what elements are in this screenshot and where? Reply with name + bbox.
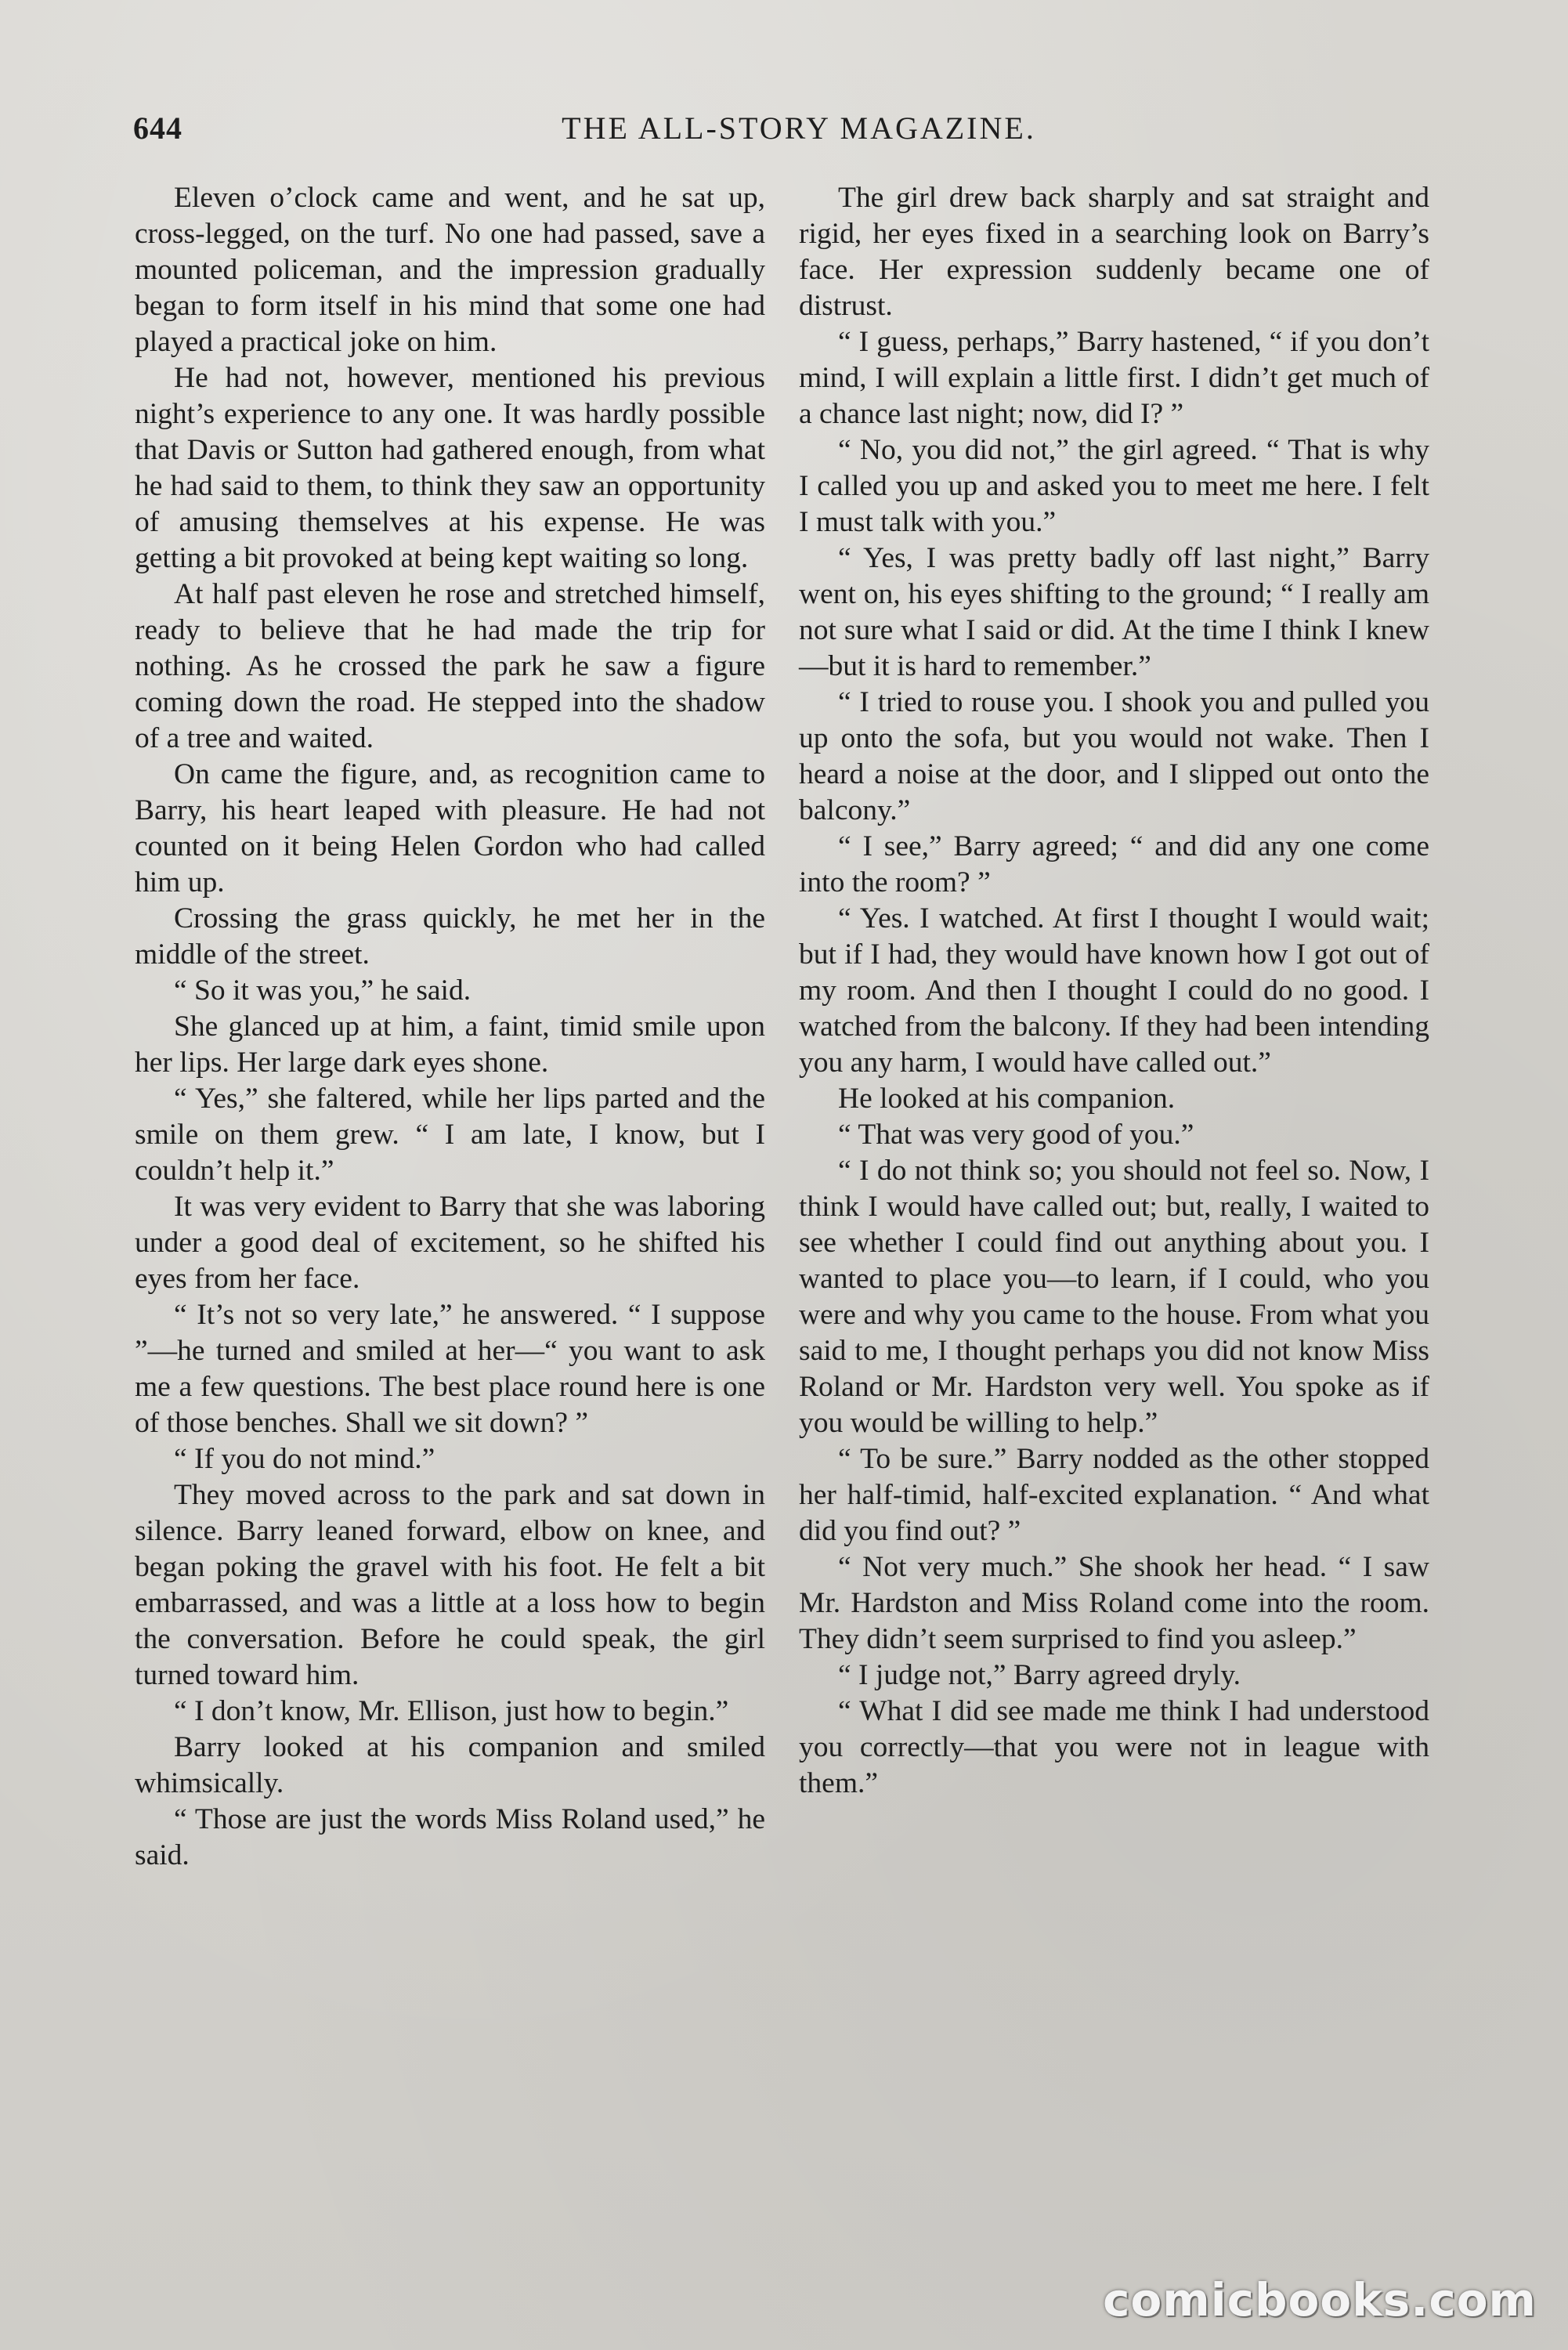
- paragraph: “ I see,” Barry agreed; “ and did any one come into the room? ”: [799, 830, 1429, 898]
- paragraph: The girl drew back sharply and sat straight and rigid, her eyes fixed in a searching look on Barry’s face. Her expression suddenly became one of distrust.: [799, 182, 1429, 322]
- paragraph: “ If you do not mind.”: [174, 1443, 435, 1475]
- paragraph: “ Those are just the words Miss Roland used,” he said.: [135, 1803, 765, 1871]
- paragraph: He had not, however, mentioned his previous night’s experience to any one. It was hardly possible that Davis or Sutton had gathered enough, from what he had said to them, to think they saw an opportunity of amusing themselves at his expense. He was getting a bit provoked at being kept waiting so long.: [135, 362, 765, 574]
- paragraph: At half past eleven he rose and stretched himself, ready to believe that he had made the trip for nothing. As he crossed the park he saw a figure coming down the road. He stepped into the shadow of a tree and waited.: [135, 578, 765, 754]
- paragraph: “ I judge not,” Barry agreed dryly.: [838, 1659, 1241, 1691]
- paragraph: “ Yes. I watched. At first I thought I would wait; but if I had, they would have known how I got out of my room. And then I thought I could do no good. I watched from the balcony. If they had been intending you any harm, I would have called out.”: [799, 902, 1429, 1079]
- paragraph: “ Not very much.” She shook her head. “ I saw Mr. Hardston and Miss Roland come into the room. They didn’t seem surprised to find you asleep.”: [799, 1551, 1429, 1655]
- paragraph: “ I guess, perhaps,” Barry hastened, “ if you don’t mind, I will explain a little first. I didn’t get much of a chance last night; now, did I? ”: [799, 326, 1429, 430]
- paragraph: “ What I did see made me think I had understood you correctly—that you were not in league with them.”: [799, 1695, 1429, 1799]
- paragraph: “ It’s not so very late,” he answered. “ I suppose ”—he turned and smiled at her—“ you want to ask me a few questions. The best place round here is one of those benches. Shall we sit down? ”: [135, 1299, 765, 1439]
- paragraph: Crossing the grass quickly, he met her in the middle of the street.: [135, 902, 765, 971]
- watermark: comicbooks.com: [1103, 2273, 1537, 2326]
- paragraph: “ To be sure.” Barry nodded as the other stopped her half-timid, half-excited explanation. “ And what did you find out? ”: [799, 1443, 1429, 1547]
- paragraph: He looked at his companion.: [838, 1083, 1176, 1115]
- page-header: [133, 110, 1465, 157]
- paragraph: “ No, you did not,” the girl agreed. “ That is why I called you up and asked you to meet me here. I felt I must talk with you.”: [799, 434, 1429, 538]
- paragraph: It was very evident to Barry that she was laboring under a good deal of excitement, so he shifted his eyes from her face.: [135, 1191, 765, 1295]
- paragraph: They moved across to the park and sat down in silence. Barry leaned forward, elbow on knee, and began poking the gravel with his foot. He felt a bit embarrassed, and was a little at a loss how to begin the conversation. Before he could speak, the girl turned toward him.: [135, 1479, 765, 1691]
- left-column: [135, 180, 765, 1874]
- paragraph: Barry looked at his companion and smiled whimsically.: [135, 1731, 765, 1799]
- paragraph: “ That was very good of you.”: [838, 1119, 1194, 1151]
- paragraph: She glanced up at him, a faint, timid smile upon her lips. Her large dark eyes shone.: [135, 1010, 765, 1079]
- paragraph: “ So it was you,” he said.: [174, 974, 471, 1007]
- paragraph: Eleven o’clock came and went, and he sat up, cross-legged, on the turf. No one had passed, save a mounted policeman, and the impression gradually began to form itself in his mind that some one had played a practical joke on him.: [135, 182, 765, 358]
- paragraph: “ I don’t know, Mr. Ellison, just how to begin.”: [174, 1695, 729, 1727]
- page-number: 644: [133, 110, 182, 146]
- paragraph: On came the figure, and, as recognition came to Barry, his heart leaped with pleasure. He had not counted on it being Helen Gordon who had called him up.: [135, 758, 765, 898]
- paragraph: “ Yes,” she faltered, while her lips parted and the smile on them grew. “ I am late, I know, but I couldn’t help it.”: [135, 1083, 765, 1187]
- paragraph: “ I do not think so; you should not feel so. Now, I think I would have called out; but, really, I waited to see whether I could find out anything about you. I wanted to place you—to learn, if I could, who you were and why you came to the house. From what you said to me, I thought perhaps you did not know Miss Roland or Mr. Hardston very well. You spoke as if you would be willing to help.”: [799, 1155, 1429, 1439]
- running-head: THE ALL-STORY MAGAZINE.: [562, 110, 1036, 146]
- right-column: [799, 180, 1429, 1802]
- paragraph: “ I tried to rouse you. I shook you and pulled you up onto the sofa, but you would not wake. Then I heard a noise at the door, and I slipped out onto the balcony.”: [799, 686, 1429, 826]
- paragraph: “ Yes, I was pretty badly off last night,” Barry went on, his eyes shifting to the ground; “ I really am not sure what I said or did. At the time I think I knew—but it is hard to remember.”: [799, 542, 1429, 682]
